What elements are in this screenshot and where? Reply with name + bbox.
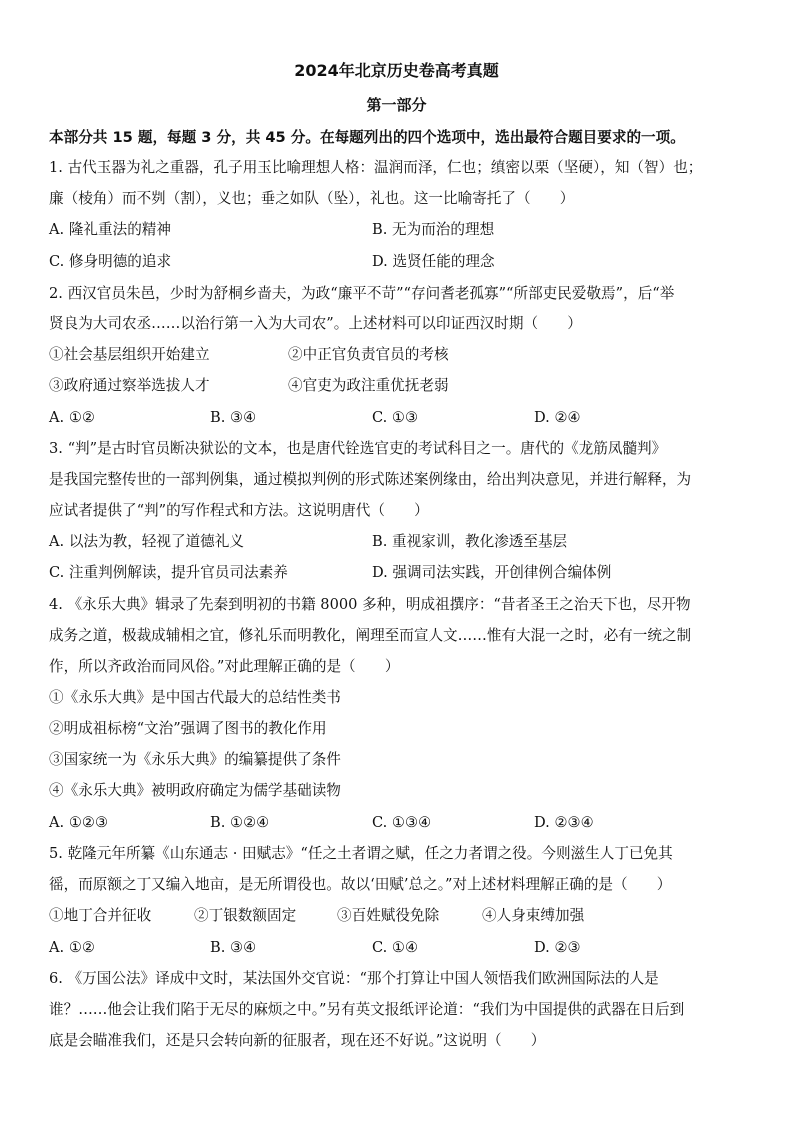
q1-option-a: A. 隆礼重法的精神 xyxy=(49,221,171,238)
q3-stem-line: 是我国完整传世的一部判例集，通过模拟判例的形式陈述案例缘由，给出判决意见，并进行解释，为 xyxy=(49,471,692,488)
q5-option-d: D. ②③ xyxy=(534,939,581,956)
q5-stem-line: 徭，而原额之丁又编入地亩，是无所谓役也。故以‘田赋’总之。”对上述材料理解正确的是（ ） xyxy=(49,876,672,893)
q5-stem-line: 5. 乾隆元年所纂《山东通志 · 田赋志》“任之土者谓之赋，任之力者谓之役。今则滋生人丁已免其 xyxy=(49,845,673,862)
q5-statement: ①地丁合并征收 xyxy=(49,907,152,924)
q4-statement: ②明成祖标榜“文治”强调了图书的教化作用 xyxy=(49,720,327,737)
q6-stem-line: 谁？……他会让我们陷于无尽的麻烦之中。”另有英文报纸评论道：“我们为中国提供的武器在日后到 xyxy=(49,1001,685,1018)
q2-statement: ②中正官负责官员的考核 xyxy=(288,346,449,363)
q5-statement: ③百姓赋役免除 xyxy=(337,907,440,924)
q4-stem-line: 4. 《永乐大典》辑录了先秦到明初的书籍 8000 多种，明成祖撰序：“昔者圣王之治天下也，尽开物 xyxy=(49,596,691,613)
q3-option-d: D. 强调司法实践，开创律例合编体例 xyxy=(372,564,612,581)
section-instructions: 本部分共 15 题，每题 3 分，共 45 分。在每题列出的四个选项中，选出最符合题目要求的一项。 xyxy=(49,129,685,146)
q1-option-d: D. 选贤任能的理念 xyxy=(372,253,495,270)
q2-option-b: B. ③④ xyxy=(210,409,257,426)
part-heading: 第一部分 xyxy=(366,96,427,114)
q1-option-b: B. 无为而治的理想 xyxy=(372,221,495,238)
q4-option-a: A. ①②③ xyxy=(49,814,109,831)
q2-statement: ①社会基层组织开始建立 xyxy=(49,346,210,363)
q3-option-c: C. 注重判例解读，提升官员司法素养 xyxy=(49,564,288,581)
q2-statement: ④官吏为政注重优抚老弱 xyxy=(288,377,449,394)
q1-stem-line: 廉（棱角）而不刿（割），义也；垂之如队（坠），礼也。这一比喻寄托了（ ） xyxy=(49,190,575,207)
q2-option-a: A. ①② xyxy=(49,409,95,426)
q4-statement: ③国家统一为《永乐大典》的编纂提供了条件 xyxy=(49,751,341,768)
q4-option-d: D. ②③④ xyxy=(534,814,594,831)
q3-option-a: A. 以法为教，轻视了道德礼义 xyxy=(49,533,244,550)
q2-stem-line: 2. 西汉官员朱邑，少时为舒桐乡啬夫，为政“廉平不苛”“存问耆老孤寡”“所部吏民爱敬焉”，后“举 xyxy=(49,285,675,302)
q5-statement: ②丁银数额固定 xyxy=(194,907,297,924)
q4-option-b: B. ①②④ xyxy=(210,814,270,831)
q1-stem-line: 1. 古代玉器为礼之重器，孔子用玉比喻理想人格：温润而泽，仁也；缜密以栗（坚硬），知（智）也； xyxy=(49,159,703,176)
q5-option-b: B. ③④ xyxy=(210,939,257,956)
q1-option-c: C. 修身明德的追求 xyxy=(49,253,172,270)
q4-statement: ①《永乐大典》是中国古代最大的总结性类书 xyxy=(49,689,341,706)
q4-stem-line: 成务之道，极裁成辅相之宜，修礼乐而明教化，阐理至而宣人文……惟有大混一之时，必有一统之制 xyxy=(49,627,692,644)
q2-option-d: D. ②④ xyxy=(534,409,581,426)
q2-statement: ③政府通过察举选拔人才 xyxy=(49,377,210,394)
q5-option-a: A. ①② xyxy=(49,939,95,956)
q2-stem-line: 贤良为大司农丞……以治行第一入为大司农”。上述材料可以印证西汉时期（ ） xyxy=(49,315,582,332)
q2-option-c: C. ①③ xyxy=(372,409,419,426)
q5-statement: ④人身束缚加强 xyxy=(482,907,585,924)
q6-stem-line: 底是会瞄准我们，还是只会转向新的征服者，现在还不好说。”这说明（ ） xyxy=(49,1032,546,1049)
q3-stem-line: 应试者提供了“判”的写作程式和方法。这说明唐代（ ） xyxy=(49,502,429,519)
q5-option-c: C. ①④ xyxy=(372,939,419,956)
page-title: 2024年北京历史卷高考真题 xyxy=(294,61,499,80)
q3-option-b: B. 重视家训，教化渗透至基层 xyxy=(372,533,568,550)
q4-option-c: C. ①③④ xyxy=(372,814,432,831)
q3-stem-line: 3. “判”是古时官员断决狱讼的文本，也是唐代铨选官吏的考试科目之一。唐代的《龙筋凤髓判》 xyxy=(49,440,667,457)
q4-statement: ④《永乐大典》被明政府确定为儒学基础读物 xyxy=(49,782,341,799)
q6-stem-line: 6. 《万国公法》译成中文时，某法国外交官说：“那个打算让中国人领悟我们欧洲国际法的人是 xyxy=(49,970,659,987)
q4-stem-line: 作，所以齐政治而同风俗。”对此理解正确的是（ ） xyxy=(49,658,400,675)
